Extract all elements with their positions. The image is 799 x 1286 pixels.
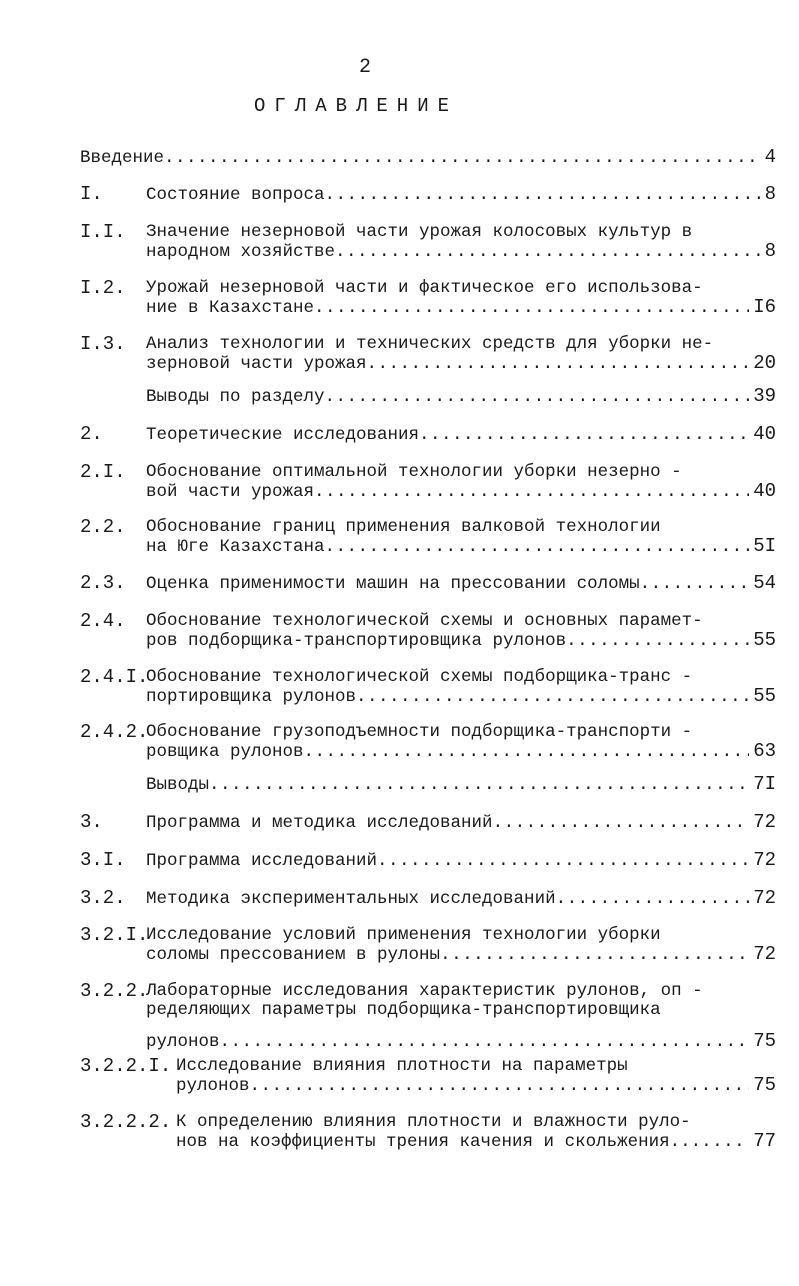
toc-entry-text [146, 463, 776, 502]
toc-page-number: 54 [753, 572, 776, 594]
toc-page-number: 20 [753, 352, 776, 374]
dot-leader [250, 1077, 750, 1096]
toc-entry-text [146, 612, 776, 651]
dot-leader [314, 299, 749, 318]
toc-entry [80, 518, 776, 557]
toc-entry-line: Урожай незерновой части и фактическое его использова- [146, 278, 703, 298]
toc-entry [80, 223, 776, 262]
dot-leader [440, 946, 749, 965]
toc-entry-line: Обоснование границ применения валковой технологии [146, 517, 661, 537]
toc-entry [80, 425, 776, 445]
toc-entry-text [146, 851, 776, 871]
toc-page-number: 55 [753, 685, 776, 707]
dot-leader [419, 426, 749, 445]
dot-leader [701, 1133, 749, 1152]
toc-entry-line: Выводы [146, 775, 210, 795]
toc-entry-number: I.3. [80, 333, 126, 355]
toc-entry-line: Обоснование оптимальной технологии уборки незерно - [146, 462, 682, 482]
toc-page-number: 77 [753, 1130, 776, 1152]
dot-leader [325, 388, 750, 407]
toc-entry-line: К определению влияния плотности и влажности руло- [176, 1112, 691, 1132]
toc-entry-text [146, 813, 776, 833]
toc-entry-text [146, 574, 776, 594]
toc-entry-line: Теоретические исследования [146, 425, 420, 445]
toc-page-number: 7I [753, 773, 776, 795]
toc-page-number: 72 [753, 887, 776, 909]
toc-entry-number: 3.I. [80, 849, 126, 871]
toc-entry-text [146, 387, 776, 407]
toc-entry-line: Состояние вопроса [146, 185, 325, 205]
toc-entry-text [176, 1057, 776, 1096]
toc-entry-line: ровщика рулонов [146, 742, 304, 762]
toc-entry-number: 2.I. [80, 461, 126, 483]
toc-entry-line: Оценка применимости машин на прессовании соломы [146, 574, 640, 594]
toc-entry-line: Лабораторные исследования характеристик рулонов, оп - [146, 981, 703, 1001]
toc-entry-text [146, 775, 776, 795]
toc-entry-line: Программа и методика исследований [146, 813, 493, 833]
toc-entry-text [80, 148, 776, 168]
toc-entry-line: рулонов [176, 1076, 250, 1096]
toc-entry-text [146, 668, 776, 707]
toc-entry-line: нов на коэффициенты трения качения и скольжения... [176, 1132, 702, 1152]
toc-entry [80, 279, 776, 318]
toc-entry-line: Исследование условий применения технологии уборки [146, 925, 661, 945]
dot-leader [164, 149, 761, 168]
toc-entry [80, 574, 776, 594]
toc-page-number: 72 [753, 811, 776, 833]
toc-entry-text [176, 1113, 776, 1152]
toc-page-number: 75 [753, 1074, 776, 1096]
toc-entry [80, 813, 776, 833]
toc-entry [80, 612, 776, 651]
toc-entry [80, 463, 776, 502]
toc-page-number: 75 [753, 1030, 776, 1052]
toc-page-number: 40 [753, 423, 776, 445]
toc-entry-line: Исследование влияния плотности на параметры [176, 1056, 628, 1076]
dot-leader [325, 186, 761, 205]
toc-entry-text [146, 889, 776, 909]
toc-entry [80, 723, 776, 762]
toc-entry-line: портировщика рулонов [146, 687, 357, 707]
dot-leader [367, 355, 750, 374]
toc-entry-line: ров подборщика-транспортировщика рулонов [146, 631, 567, 651]
toc-entry-number: 2.4. [80, 610, 126, 632]
toc-page-number: 40 [753, 480, 776, 502]
toc-entry-line: Анализ технологии и технических средств для уборки не- [146, 334, 714, 354]
toc-page-number: 4 [764, 146, 776, 168]
toc-entry [80, 185, 776, 205]
toc-entry-line: Методика экспериментальных исследований [146, 889, 556, 909]
toc-entry [80, 775, 776, 795]
toc-entry-text [146, 518, 776, 557]
dot-leader [304, 743, 750, 762]
toc-entry-text [146, 982, 776, 1052]
toc-entry-line: на Юге Казахстана [146, 537, 325, 557]
toc-entry-text [146, 223, 776, 262]
toc-entry [80, 335, 776, 374]
toc-entry-line: Программа исследований [146, 851, 378, 871]
toc-entry-number: 2.2. [80, 516, 126, 538]
page-title: ОГЛАВЛЕНИЕ [253, 95, 459, 117]
toc-entry-number: 3.2.I. [80, 924, 149, 946]
toc-entry [80, 1057, 776, 1096]
toc-entry-text [146, 185, 776, 205]
toc-entry-text [146, 723, 776, 762]
toc-page-number: I6 [753, 296, 776, 318]
toc-page-number: 39 [753, 385, 776, 407]
dot-leader [356, 688, 749, 707]
toc-entry-line: народном хозяйстве [146, 242, 336, 262]
toc-page-number: 8 [764, 183, 776, 205]
toc-page-number: 8 [764, 240, 776, 262]
dot-leader [556, 890, 750, 909]
toc-entry-line: Обоснование технологической схемы подборщика-транс - [146, 667, 693, 687]
toc-entry [80, 926, 776, 965]
toc-page-number: 55 [753, 629, 776, 651]
toc-entry [80, 851, 776, 871]
dot-leader [325, 538, 750, 557]
toc-entry-line: Обоснование технологической схемы и основных парамет- [146, 611, 703, 631]
toc-entry-number: I.I. [80, 221, 126, 243]
toc-entry-number: 3.2.2. [80, 980, 149, 1002]
toc-entry-line: соломы прессованием в рулоны [146, 945, 441, 965]
dot-leader [640, 575, 750, 594]
toc-page-number: 63 [753, 740, 776, 762]
toc-entry [80, 668, 776, 707]
toc-entry-number: I.2. [80, 277, 126, 299]
dot-leader [220, 1033, 750, 1052]
toc-page-number: 5I [753, 535, 776, 557]
toc-page-number: 72 [753, 943, 776, 965]
toc-entry-text [146, 335, 776, 374]
toc-entry-number: I. [80, 183, 103, 205]
toc-entry-text [146, 279, 776, 318]
toc-entry [80, 889, 776, 909]
toc-entry-line: Введение [80, 148, 165, 168]
toc-entry-line: Значение незерновой части урожая колосовых культур в [146, 222, 693, 242]
toc-entry [80, 1113, 776, 1152]
toc-entry-number: 3.2.2.2. [80, 1111, 172, 1133]
toc-entry-line: ние в Казахстане [146, 298, 315, 318]
toc-entry-number: 3.2. [80, 887, 126, 909]
toc-entry-number: 2.4.I. [80, 666, 149, 688]
toc-entry-text [146, 425, 776, 445]
dot-leader [566, 632, 749, 651]
toc-entry-number: 3.2.2.I. [80, 1055, 172, 1077]
toc-entry-line: вой части урожая [146, 482, 315, 502]
dot-leader [314, 483, 749, 502]
toc-page-number: 72 [753, 849, 776, 871]
toc-entry-number: 2.4.2. [80, 721, 149, 743]
toc-entry-line: зерновой части урожая [146, 354, 367, 374]
toc-entry-number: 3. [80, 811, 103, 833]
page-number: 2 [358, 56, 371, 79]
toc-entry-number: 2. [80, 423, 103, 445]
dot-leader [209, 776, 749, 795]
toc-entry [80, 982, 776, 1052]
dot-leader [493, 814, 750, 833]
toc-entry [80, 148, 776, 168]
toc-entry-line: рулонов [146, 1032, 220, 1052]
toc-entry-number: 2.3. [80, 572, 126, 594]
toc-entry-line: Выводы по разделу [146, 387, 325, 407]
toc-entry-line: Обоснование грузоподъемности подборщика-транспорти - [146, 722, 693, 742]
dot-leader [335, 243, 761, 262]
toc-entry-line: ределяющих параметры подборщика-транспортировщика [146, 1000, 661, 1020]
toc-entry-text [146, 926, 776, 965]
toc-entry [80, 387, 776, 407]
dot-leader [377, 852, 749, 871]
